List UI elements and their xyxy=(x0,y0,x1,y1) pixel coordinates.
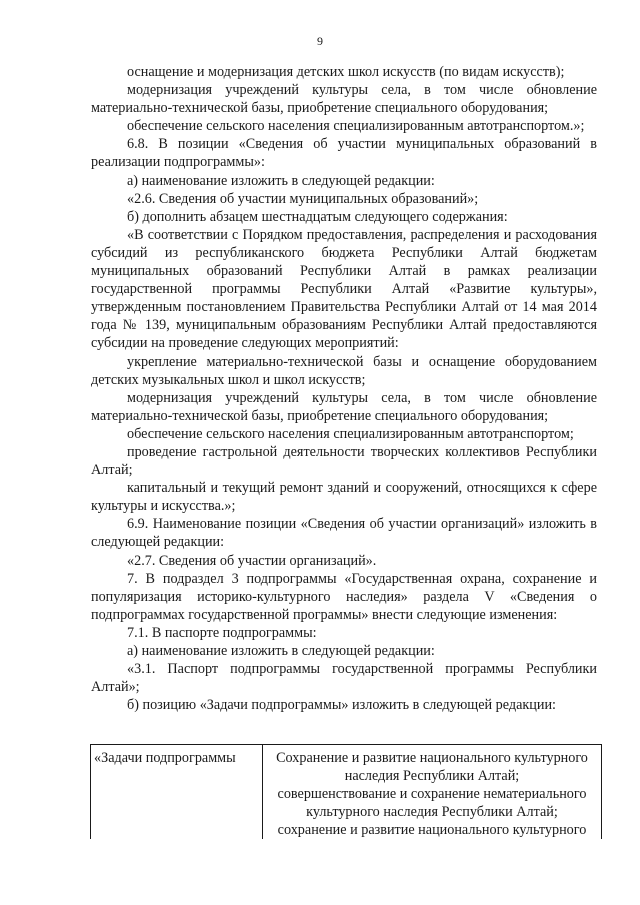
subprogram-tasks-table xyxy=(90,744,602,839)
paragraph: модернизация учреждений культуры села, в том числе обновление материально-технической базы, приобретение специального оборудования; xyxy=(91,389,597,424)
paragraph: «3.1. Паспорт подпрограммы государственной программы Республики Алтай»; xyxy=(91,661,597,696)
paragraph: проведение гастрольной деятельности творческих коллективов Республики Алтай; xyxy=(91,443,597,479)
table-label-cell: «Задачи подпрограммы xyxy=(91,745,263,840)
paragraph: б) позицию «Задачи подпрограммы» изложить в следующей редакции: xyxy=(127,697,557,714)
paragraph: укрепление материально-технической базы и оснащение оборудованием детских музыкальных школ и школ искусств; xyxy=(91,353,597,388)
table-value-cell xyxy=(263,745,602,840)
paragraph: 6.9. Наименование позиции «Сведения об участии организаций» изложить в следующей редакции: xyxy=(91,516,597,551)
paragraph: б) дополнить абзацем шестнадцатым следующего содержания: xyxy=(127,208,508,225)
paragraph: а) наименование изложить в следующей редакции: xyxy=(127,643,435,659)
paragraph: модернизация учреждений культуры села, в том числе обновление материально-технической базы, приобретение специального оборудования; xyxy=(91,82,597,117)
paragraph: обеспечение сельского населения специализированным автотранспортом.»; xyxy=(127,118,585,135)
table-row xyxy=(91,745,602,840)
paragraph: оснащение и модернизация детских школ искусств (по видам искусств); xyxy=(127,64,565,80)
table-value-line: Сохранение и развитие национального культурного наследия Республики Алтай; xyxy=(276,750,588,784)
paragraph: «В соответствии с Порядком предоставления, распределения и расходования субсидий из республиканского бюджета Республики Алтай бюджетам муниципальных образований Республики Алтай в рамках реализации государственной программы Республики Алтай «Развитие культуры», утвержденным постановлением Правительства Республики Алтай от 14 мая 2014 года № 139, муниципальным образованиям Республики Алтай предоставляются субсидии на проведение следующих мероприятий: xyxy=(91,226,597,352)
paragraph: 7. В подраздел 3 подпрограммы «Государственная охрана, сохранение и популяризация историко-культурного наследия» раздела V «Сведения о подпрограммах государственной программы» внести следующие изменения: xyxy=(91,570,597,623)
page-number: 9 xyxy=(317,34,323,48)
paragraph: «2.7. Сведения об участии организаций». xyxy=(127,552,377,569)
paragraph: обеспечение сельского населения специализированным автотранспортом; xyxy=(127,425,574,442)
paragraph: «2.6. Сведения об участии муниципальных образований»; xyxy=(127,190,479,207)
paragraph: 6.8. В позиции «Сведения об участии муниципальных образований в реализации подпрограммы»: xyxy=(91,136,597,171)
paragraph: а) наименование изложить в следующей редакции: xyxy=(127,172,435,189)
paragraph: капитальный и текущий ремонт зданий и сооружений, относящихся к сфере культуры и искусства.»; xyxy=(91,480,597,515)
table-value-line: сохранение и развитие национального культурного xyxy=(277,822,587,838)
document-body xyxy=(91,63,597,714)
table-value-line: совершенствование и сохранение нематериального культурного наследия Республики Алтай; xyxy=(277,786,587,820)
paragraph: 7.1. В паспорте подпрограммы: xyxy=(127,624,317,641)
